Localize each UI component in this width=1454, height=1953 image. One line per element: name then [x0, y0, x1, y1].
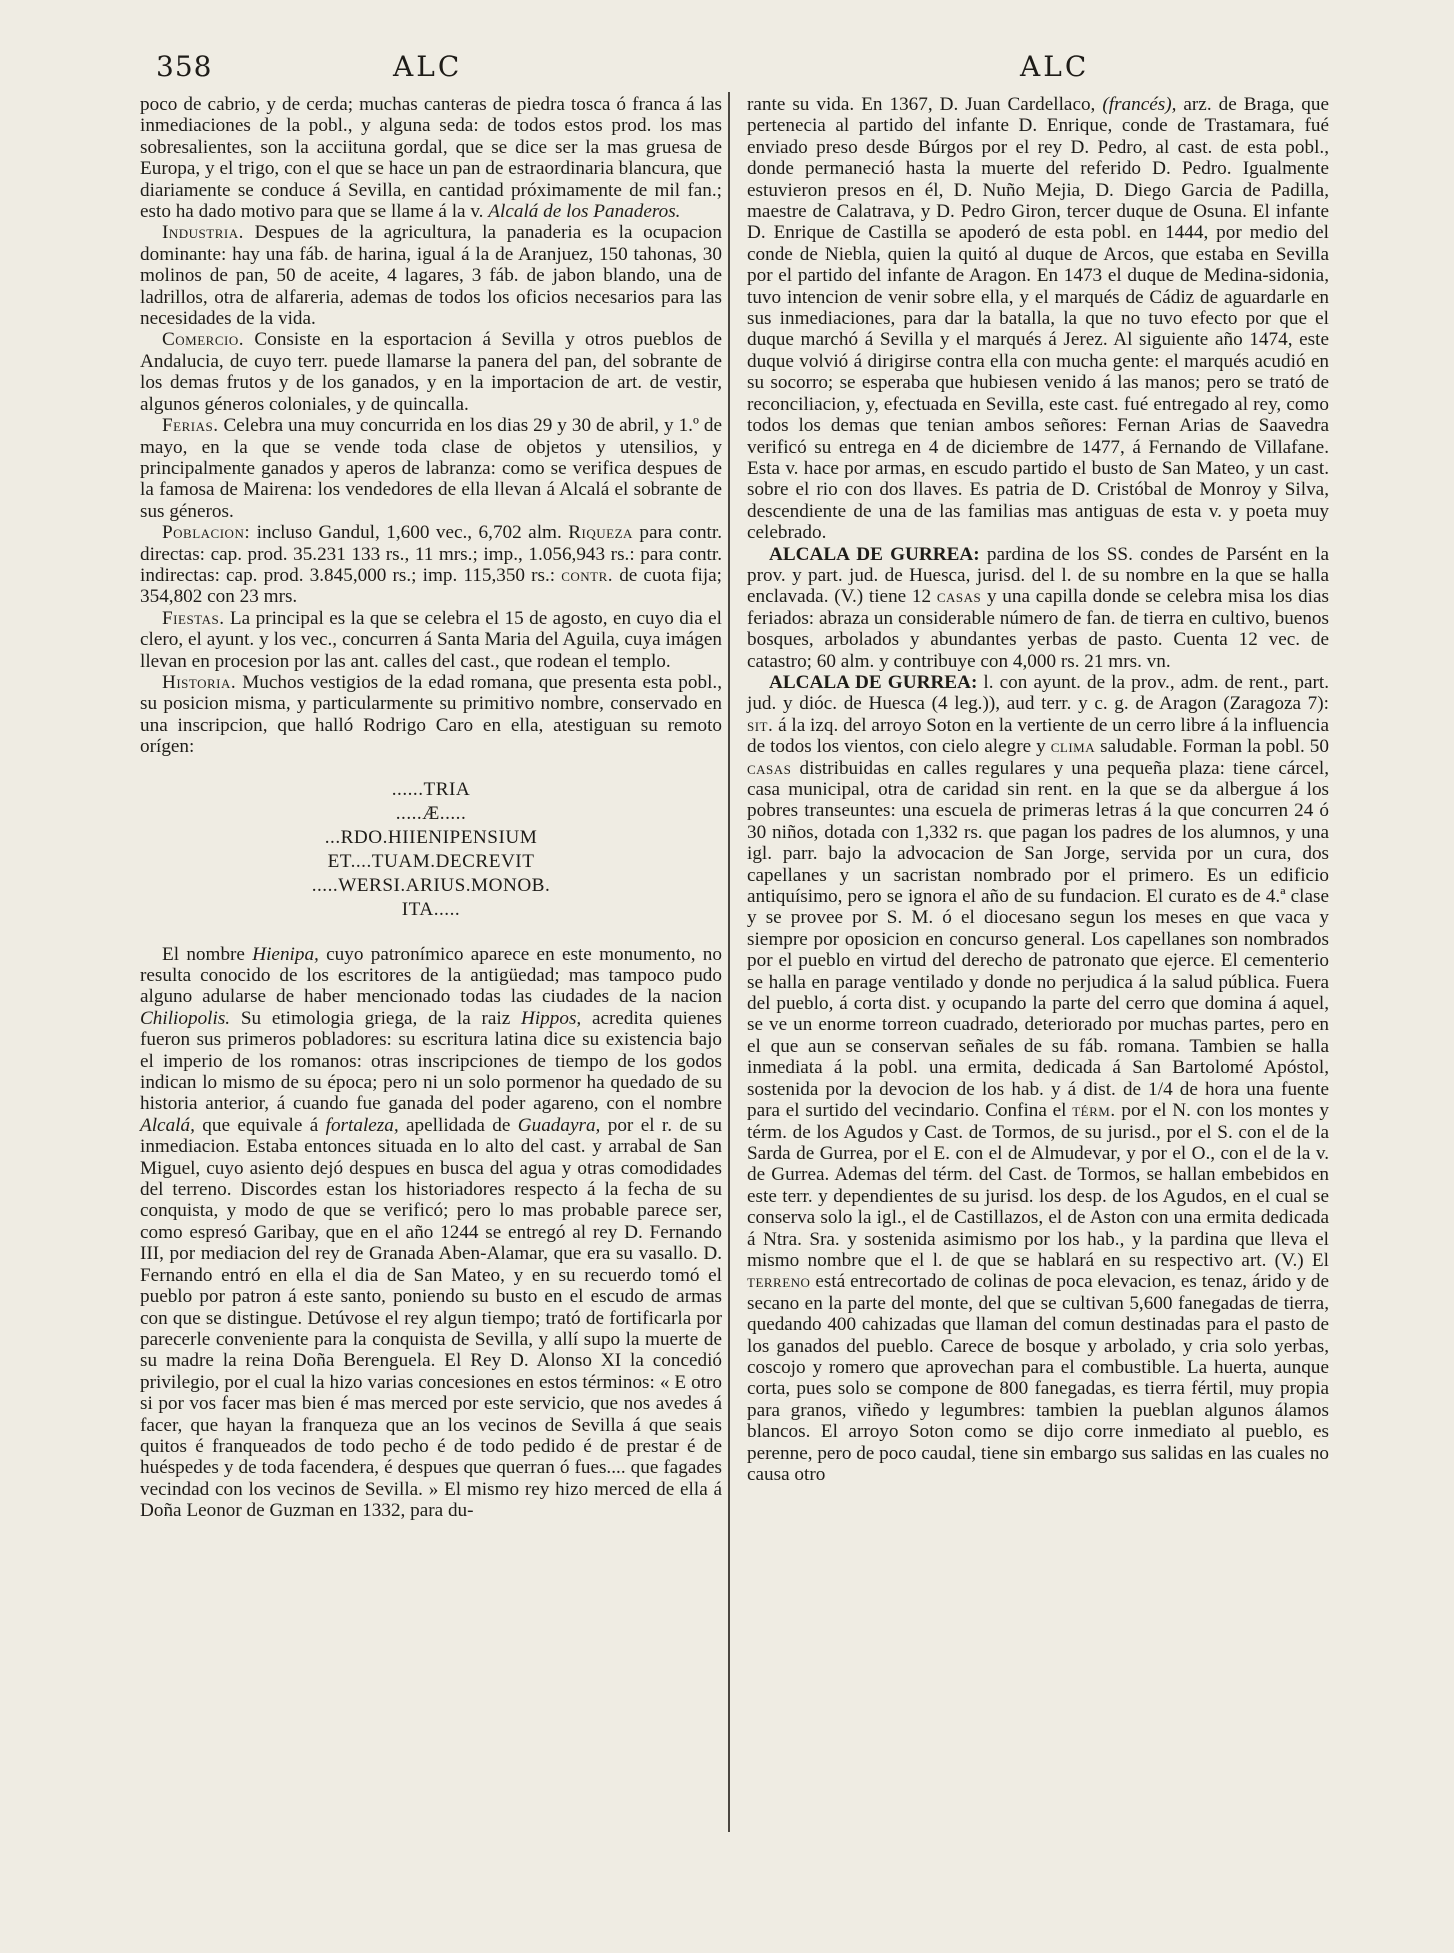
running-head-right: ALC: [1020, 50, 1090, 83]
paragraph-industria: Industria. Despues de la agricultura, la panaderia es la ocupacion dominante: hay una fáb. de harina, igual á la de Aranjuez, 150 tahonas, 30 molinos de pan, 50 de aceite, 4 lagares, 3 fáb. de jabon blando, una de ladrillos, otra de alfareria, ademas de todos los oficios necesarios para las necesidades de la vida.: [140, 222, 722, 330]
paragraph-nombre: El nombre Hienipa, cuyo patronímico aparece en este monumento, no resulta conocido de los escritores de la antigüedad; mas tampoco pudo alguno adularse de haber mencionado todas las ciudades de la nacion Chiliopolis. Su etimologia griega, de la raiz Hippos, acredita quienes fueron sus primeros pobladores: su escritura latina dice su existencia bajo el imperio de los romanos: otras inscripciones de tiempo de los godos indican lo mismo de su época; pero ni un solo pormenor ha quedado de su historia anterior, á cuando fue ganada del poder agareno, con el nombre Alcalá, que equivale á fortaleza, apellidada de Guadayra, por el r. de su inmediacion. Estaba entonces situada en lo alto del cast. y arrabal de San Miguel, cuyo asiento dejó despues en busca del agua y otras comodidades del terreno. Discordes estan los historiadores respecto á la fecha de su conquista, y modo de que se verificó; pero lo mas probable parece ser, como espresó Garibay, que en el año 1244 se entregó al rey D. Fernando III, por mediacion del rey de Granada Aben-Alamar, que era su vasallo. D. Fernando entró en ella el dia de San Mateo, y en su recuerdo tomó el pueblo por patron á este santo, poniendo su busto en el escudo de armas con que se distingue. Detúvose el rey algun tiempo; trató de fortificarla por parecerle conveniente para la conquista de Sevilla, y allí supo la muerte de su madre la reina Doña Berenguela. El Rey D. Alonso XI la concedió privilegio, por el cual la hizo varias concesiones en estos términos: « E otro si por vos facer mas bien é mas merced por este servicio, que nos avedes á facer, que hayan la franqueza que an los vecinos de Sevilla á que seais quitos é franqueados de todo pecho é de todo pedido é de prestar é de huéspedes y de toda facendera, é despues que querran ó fues.... que fagades vecindad con los vecinos de Sevilla. » El mismo rey hizo merced de ella á Doña Leonor de Guzman en 1332, para du-: [140, 943, 722, 1522]
running-head-left: ALC: [393, 50, 463, 83]
inscription-line: ...RDO.HIIENIPENSIUM: [324, 826, 538, 848]
left-column: [140, 94, 722, 1522]
section-label-riqueza: Riqueza: [568, 522, 633, 544]
section-label-historia: Historia.: [162, 671, 237, 693]
section-label-comercio: Comercio.: [162, 329, 245, 351]
section-label-poblacion: Poblacion:: [162, 522, 251, 544]
page-number: 358: [156, 50, 213, 83]
paragraph-poblacion: Poblacion: incluso Gandul, 1,600 vec., 6,702 alm. Riqueza para contr. directas: cap. prod. 35.231 133 rs., 11 mrs.; imp., 1.056,943 rs.: para contr. indirectas: cap. prod. 3.845,000 rs.; imp. 115,350 rs.: contr. de cuota fija; 354,802 con 23 mrs.: [140, 522, 722, 608]
entry-heading: ALCALA DE GURREA:: [769, 671, 978, 693]
paragraph-comercio: Comercio. Consiste en la esportacion á Sevilla y otros pueblos de Andalucia, de cuyo terr. puede llamarse la panera del pan, del sobrante de los demas frutos y de los ganados, y en la importacion de art. de vestir, algunos géneros coloniales, y de quincalla.: [140, 329, 722, 415]
inscription-line: .....Æ.....: [395, 802, 467, 824]
section-label-fiestas: Fiestas.: [162, 607, 225, 629]
paragraph-historia: Historia. Muchos vestigios de la edad romana, que presenta esta pobl., su posicion misma, y particularmente su primitivo nombre, conservado en una inscripcion, que halló Rodrigo Caro en ella, atestiguan su remoto orígen:: [140, 671, 722, 758]
section-label-ferias: Ferias.: [162, 415, 219, 437]
inscription-line: .....WERSI.ARIUS.MONOB.: [311, 874, 551, 896]
paragraph-produce: poco de cabrio, y de cerda; muchas canteras de piedra tosca ó franca á las inmediaciones de la pobl., y alguna seda: de todos estos prod. los mas sobresalientes, son la acciituna gordal, que se dice ser la mas gruesa de Europa, y el trigo, con el que se hace un pan de estraordinaria blancura, que diariamente se conduce á Sevilla, en cantidad próximamente de mil fan.; esto ha dado motivo para que se llame á la v. Alcalá de los Panaderos.: [140, 94, 722, 223]
entry-alcala-de-gurrea-pardina: ALCALA DE GURREA: pardina de los SS. condes de Parsént en la prov. y part. jud. de Huesca, jurisd. del l. de su nombre en la que se halla enclavada. (V.) tiene 12 casas y una capilla donde se celebra misa los dias feriados: abraza un considerable número de fan. de tierra en cultivo, buenos bosques, arbolados y abundantes yerbas de pasto. Cuenta 12 vec. de catastro; 60 alm. y contribuye con 4,000 rs. 21 mrs. vn.: [747, 543, 1329, 672]
right-column: [747, 94, 1329, 1485]
paragraph-fiestas: Fiestas. La principal es la que se celebra el 15 de agosto, en cuyo dia el clero, el ayunt. y los vec., concurren á Santa Maria del Aguila, cuya imágen llevan en procesion por las ant. calles del cast., que rodean el templo.: [140, 607, 722, 672]
roman-inscription: [140, 778, 722, 922]
section-label-industria: Industria.: [162, 222, 244, 244]
column-divider: [728, 92, 730, 1832]
paragraph-historia-continued: rante su vida. En 1367, D. Juan Cardellaco, (francés), arz. de Braga, que pertenecia al partido del infante D. Enrique, conde de Trastamara, fué enviado preso desde Búrgos por el rey D. Pedro, al cast. de esta pobl., donde permaneció hasta la muerte del referido D. Pedro. Igualmente estuvieron presos en él, D. Nuño Mejia, D. Diego Garcia de Padilla, maestre de Calatrava, y D. Pedro Giron, tercer duque de Osuna. El infante D. Enrique de Castilla se apoderó de esta pobl. en 1444, por medio del conde de Niebla, quien la quitó al duque de Arcos, que estaba en Sevilla por el partido del infante de Aragon. En 1473 el duque de Medina-sidonia, tuvo intencion de venir sobre ella, y el marqués de Cádiz de aguardarle en sus inmediaciones, para dar la batalla, la que no tuvo efecto por que el duque marchó á Sevilla y el marqués á Jerez. Al siguiente año 1474, este duque volvió á dirigirse contra ella con mucha gente: el marqués acudió en su socorro; se esperaba que hubiesen venido á las manos; pero se trató de reconciliacion, y, efectuada en Sevilla, este cast. fué entregado al rey, como todos los demas que tenian ambos señores: Fernan Arias de Saavedra verificó su entrega en 4 de diciembre de 1477, á Fernando de Villafane. Esta v. hace por armas, en escudo partido el busto de San Mateo, y un cast. sobre el rio con dos llaves. Es patria de D. Cristóbal de Monroy y Silva, descendiente de una de las familias mas antiguas de esta v. y poeta muy celebrado.: [747, 94, 1329, 544]
entry-heading: ALCALA DE GURREA:: [769, 543, 980, 565]
paragraph-ferias: Ferias. Celebra una muy concurrida en los dias 29 y 30 de abril, y 1.º de mayo, en la que se vende toda clase de objetos y utensilios, y principalmente ganados y aperos de labranza: como se verifica despues de la famosa de Mairena: los vendedores de ella llevan á Alcalá el sobrante de sus géneros.: [140, 415, 722, 522]
inscription-line: ......TRIA: [391, 778, 471, 800]
page-header: [0, 50, 1454, 90]
inscription-line: ET....TUAM.DECREVIT: [327, 850, 535, 872]
entry-alcala-de-gurrea-lugar: ALCALA DE GURREA: l. con ayunt. de la prov., adm. de rent., part. jud. y dióc. de Huesca (4 leg.)), aud terr. y c. g. de Aragon (Zaragoza 7): sit. á la izq. del arroyo Soton en la vertiente de un cerro libre á la influencia de todos los vientos, con cielo alegre y clima saludable. Forman la pobl. 50 casas distribuidas en calles regulares y una pequeña plaza: tiene cárcel, casa municipal, otra de caridad sin rent. en la que se da albergue á los pobres transeuntes: una escuela de primeras letras á la que concurren 24 ó 30 niños, dotada con 1,332 rs. que pagan los padres de los alumnos, y una igl. parr. bajo la advocacion de San Jorge, servida por un cura, dos capellanes y un sacristan nombrado por el primero. Es un edificio antiquísimo, pero se ignora el año de su fundacion. El curato es de 4.ª clase y se provee por S. M. ó el diocesano segun los meses en que vaca y siempre por oposicion en concurso general. Los capellanes son nombrados por el pueblo en virtud del derecho de patronato que ejerce. El cementerio se halla en parage ventilado y donde no perjudica á la salud pública. Fuera del pueblo, á corta dist. y ocupando la parte del cerro que domina á aquel, se ve un enorme torreon cuadrado, deteriorado por muchas partes, pero en el que aun se conservan señales de su fáb. romana. Tambien se halla inmediata á la pobl. una ermita, dedicada á San Bartolomé Apóstol, sostenida por la devocion de los hab. y á dist. de 1/4 de hora una fuente para el surtido del vecindario. Confina el térm. por el N. con los montes y térm. de los Agudos y Cast. de Tormos, de su jurisd., por el S. con el de la Sarda de Gurrea, por el E. con el de Almudevar, y por el O., con el de la v. de Gurrea. Ademas del térm. del Cast. de Tormos, se hallan embebidos en este terr. y dependientes de su jurisd. los desp. de los Agudos, en el cual se conserva solo la igl., el de Castillazos, el de Aston con una ermita dedicada á Ntra. Sra. y sostenida asimismo por los hab., y la pardina que lleva el mismo nombre que el l. de que se hablará en su respectivo art. (V.) El terreno está entrecortado de colinas de poca elevacion, es tenaz, árido y de secano en la parte del monte, del que se cultivan 5,600 fanegadas de tierra, quedando 400 cahizadas que llaman del comun destinadas para el pasto de los ganados del pueblo. Carece de bosque y arbolado, y cria solo yerbas, coscojo y romero que aprovechan para el combustible. La huerta, aunque corta, pues solo se compone de 800 fanegadas, es tierra fértil, muy propia para granos, viñedo y legumbres: tambien la pueblan algunos álamos blancos. El arroyo Soton como se dijo corre inmediato al pueblo, es perenne, pero de poco caudal, tiene sin embargo sus salidas en las cuales no causa otro: [747, 671, 1330, 1485]
inscription-line: ITA.....: [401, 898, 461, 920]
